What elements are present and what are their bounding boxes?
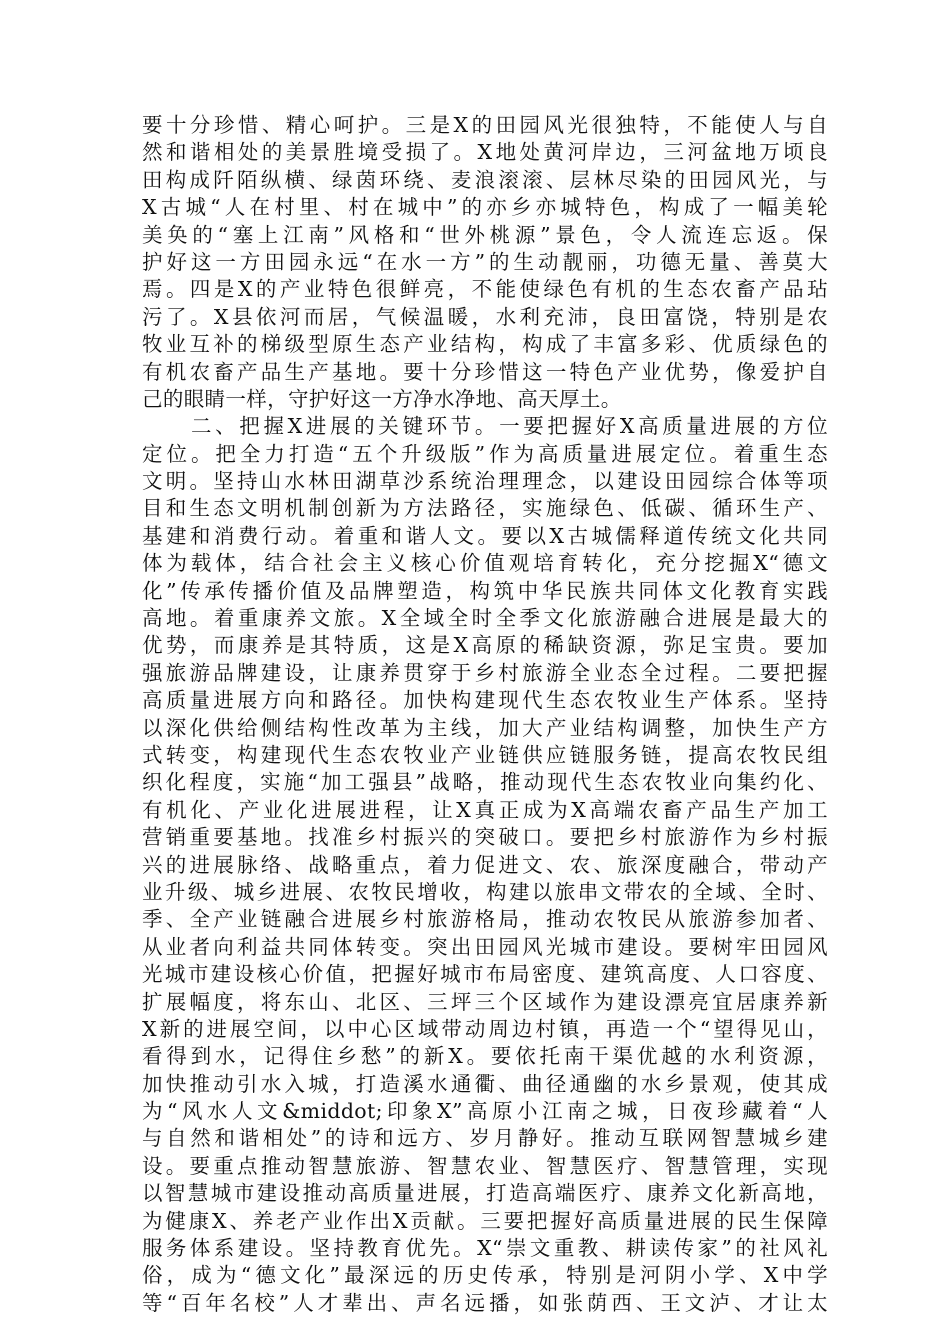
text-line: 光城市建设核心价值，把握好城市布局密度、建筑高度、人口容度、 xyxy=(142,962,828,987)
text-line: 强旅游品牌建设，让康养贯穿于乡村旅游全业态全过程。二要把握 xyxy=(142,660,828,685)
text-line: 基建和消费行动。着重和谐人文。要以X古城儒释道传统文化共同 xyxy=(142,523,828,548)
text-line: 从业者向利益共同体转变。突出田园风光城市建设。要树牢田园风 xyxy=(142,934,828,959)
text-line: 季、全产业链融合进展乡村旅游格局，推动农牧民从旅游参加者、 xyxy=(142,907,828,932)
paragraph-start-line: 二、把握X进展的关键环节。一要把握好X高质量进展的方位 xyxy=(191,414,828,439)
text-line: 优势，而康养是其特质，这是X高原的稀缺资源，弥足宝贵。要加 xyxy=(142,633,828,658)
text-line: 业升级、城乡进展、农牧民增收，构建以旅串文带农的全域、全时、 xyxy=(142,879,828,904)
text-line: 等“百年名校”人才辈出、声名远播，如张荫西、王文泸、才让太 xyxy=(142,1290,828,1315)
text-line: 加快推动引水入城，打造溪水通衢、曲径通幽的水乡景观，使其成 xyxy=(142,1071,828,1096)
text-line: 体为载体，结合社会主义核心价值观培育转化，充分挖掘X“德文 xyxy=(142,551,828,576)
text-line: 与自然和谐相处”的诗和远方、岁月静好。推动互联网智慧城乡建 xyxy=(142,1126,828,1151)
text-line: 有机农畜产品生产基地。要十分珍惜这一特色产业优势，像爱护自 xyxy=(142,359,828,384)
text-line: 设。要重点推动智慧旅游、智慧农业、智慧医疗、智慧管理，实现 xyxy=(142,1153,828,1178)
text-line: 护好这一方田园永远“在水一方”的生动靓丽，功德无量、善莫大 xyxy=(142,249,828,274)
text-line: 美奂的“塞上江南”风格和“世外桃源”景色，令人流连忘返。保 xyxy=(142,222,828,247)
text-line: X新的进展空间，以中心区域带动周边村镇，再造一个“望得见山， xyxy=(142,1016,828,1041)
text-line: 高地。着重康养文旅。X全域全时全季文化旅游融合进展是最大的 xyxy=(142,606,828,631)
text-line: X古城“人在村里、村在城中”的亦乡亦城特色，构成了一幅美轮 xyxy=(142,195,828,220)
text-line: 己的眼睛一样，守护好这一方净水净地、高天厚土。 xyxy=(142,386,622,411)
text-line: 以深化供给侧结构性改革为主线，加大产业结构调整，加快生产方 xyxy=(142,715,828,740)
text-line: 然和谐相处的美景胜境受损了。X地处黄河岸边，三河盆地万顷良 xyxy=(142,140,828,165)
text-line: 为“风水人文&middot;印象X”高原小江南之城，日夜珍藏着“人 xyxy=(142,1099,828,1124)
text-line: 污了。X县依河而居，气候温暖，水利充沛，良田富饶，特别是农 xyxy=(142,304,828,329)
text-line: 以智慧城市建设推动高质量进展，打造高端医疗、康养文化新高地， xyxy=(142,1181,828,1206)
text-line: 服务体系建设。坚持教育优先。X“崇文重教、耕读传家”的社风礼 xyxy=(142,1236,828,1261)
text-line: 看得到水，记得住乡愁”的新X。要依托南干渠优越的水利资源， xyxy=(142,1044,828,1069)
text-line: 为健康X、养老产业作出X贡献。三要把握好高质量进展的民生保障 xyxy=(142,1208,828,1233)
text-line: 兴的进展脉络、战略重点，着力促进文、农、旅深度融合，带动产 xyxy=(142,852,828,877)
text-line: 牧业互补的梯级型原生态产业结构，构成了丰富多彩、优质绿色的 xyxy=(142,332,828,357)
body-text xyxy=(142,112,828,1317)
text-line: 文明。坚持山水林田湖草沙系统治理理念，以建设田园综合体等项 xyxy=(142,469,828,494)
text-line: 定位。把全力打造“五个升级版”作为高质量进展定位。着重生态 xyxy=(142,441,828,466)
text-line: 式转变，构建现代生态农牧业产业链供应链服务链，提高农牧民组 xyxy=(142,742,828,767)
text-line: 要十分珍惜、精心呵护。三是X的田园风光很独特，不能使人与自 xyxy=(142,113,828,137)
text-line: 有机化、产业化进展进程，让X真正成为X高端农畜产品生产加工 xyxy=(142,797,828,822)
text-line: 目和生态文明机制创新为方法路径，实施绿色、低碳、循环生产、 xyxy=(142,496,828,521)
text-line: 营销重要基地。找准乡村振兴的突破口。要把乡村旅游作为乡村振 xyxy=(142,825,828,850)
text-line: 田构成阡陌纵横、绿茵环绕、麦浪滚滚、层林尽染的田园风光，与 xyxy=(142,167,828,192)
text-line: 高质量进展方向和路径。加快构建现代生态农牧业生产体系。坚持 xyxy=(142,688,828,713)
text-line: 织化程度，实施“加工强县”战略，推动现代生态农牧业向集约化、 xyxy=(142,770,828,795)
text-line: 化”传承传播价值及品牌塑造，构筑中华民族共同体文化教育实践 xyxy=(142,578,828,603)
text-line: 扩展幅度，将东山、北区、三坪三个区域作为建设漂亮宜居康养新 xyxy=(142,989,828,1014)
text-line: 焉。四是X的产业特色很鲜亮，不能使绿色有机的生态农畜产品玷 xyxy=(142,277,828,302)
text-line: 俗，成为“德文化”最深远的历史传承，特别是河阴小学、X中学 xyxy=(142,1263,828,1288)
